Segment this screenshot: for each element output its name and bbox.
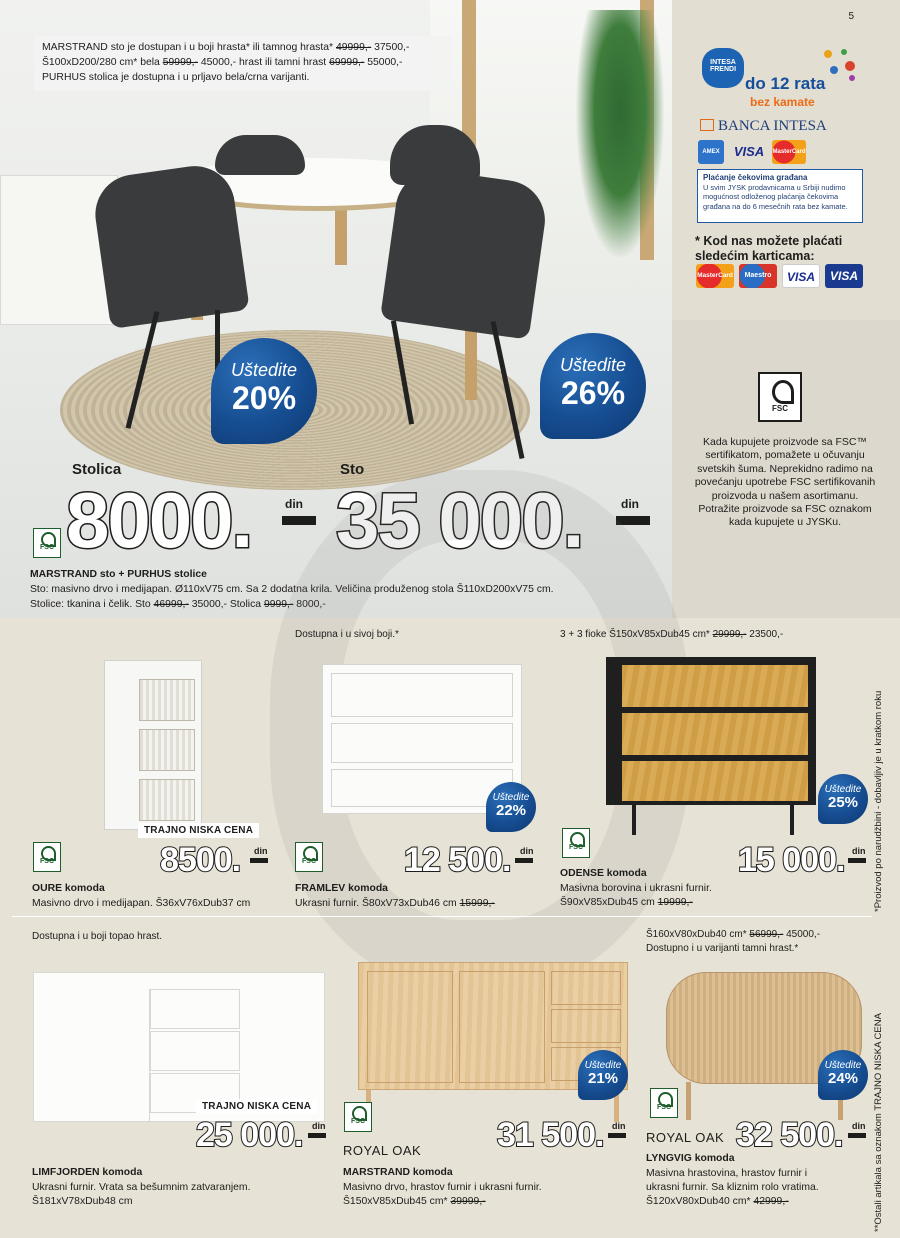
product-desc: Masivna hrastovina, hrastov furnir i: [646, 1168, 808, 1179]
old-price: 42999,-: [753, 1196, 789, 1207]
note-text: 45000,- hrast ili tamni hrast: [197, 57, 330, 68]
product-desc: [295, 897, 495, 911]
old-price: 49999,-: [335, 42, 372, 53]
chair-image: [380, 165, 550, 339]
hero-description: [30, 567, 553, 612]
fsc-icon: FSC: [650, 1088, 678, 1118]
variant-note: Dostupna i u boji topao hrast.: [32, 931, 163, 942]
note-line: [42, 55, 444, 70]
fsc-icon: FSC: [33, 528, 61, 558]
product-desc: [646, 1195, 789, 1209]
price-dash: [608, 1133, 626, 1138]
currency-label: din: [621, 497, 639, 511]
discount-badge: [578, 1050, 628, 1100]
fsc-icon: FSC: [295, 842, 323, 872]
door: [367, 971, 453, 1083]
fsc-logo-icon: FSC: [758, 372, 802, 422]
side-note: **Ostali artikala sa oznakom TRAJNO NISKA CENA: [873, 1013, 884, 1232]
product-title: ODENSE komoda: [560, 868, 647, 879]
amex-card-icon: AMEX: [698, 140, 724, 164]
badge-text: Uštedite: [230, 360, 298, 380]
permanent-low-price-tag: TRAJNO NISKA CENA: [138, 823, 259, 838]
discount-badge: [818, 1050, 868, 1100]
section-divider: [12, 916, 872, 917]
product-title: LYNGVIG komoda: [646, 1153, 735, 1164]
permanent-low-price-tag: TRAJNO NISKA CENA: [196, 1099, 317, 1114]
variant-note: Dostupna i u sivoj boji.*: [295, 629, 399, 640]
old-price: 69999,-: [329, 57, 365, 68]
chair-label: Stolica: [72, 461, 122, 478]
variant-note: Dostupno i u varijanti tamni hrast.*: [646, 943, 799, 954]
odense-price: 15 000.: [738, 841, 845, 879]
note-text: 55000,-: [364, 57, 403, 68]
table-price: 35 000.: [336, 476, 583, 564]
badge-text: Uštedite: [559, 355, 627, 375]
drawer: [622, 665, 808, 707]
chair-price: 8000.: [66, 476, 252, 564]
chair-image: [90, 161, 250, 329]
drawer: [150, 989, 240, 1029]
marstrand-price: 31 500.: [497, 1116, 604, 1154]
fsc-info-text: Kada kupujete proizvode sa FSC™ sertifikatom, pomažete u očuvanju svetskih šuma. Neprekidno radimo na povećanju upotrebe FSC sertifikovanih proizvoda u našem asortimanu. Potražite proizvode sa FSC oznakom kada kupujete u JYSKu.: [694, 436, 876, 529]
desc-text: Š120xV80xDub40 cm*: [646, 1196, 754, 1207]
cheque-text: U svim JYSK prodavnicama u Srbiji nudimo mogućnost odloženog plaćanja čekovima građana na do 6 mesečnih rata bez kamate.: [703, 182, 848, 211]
badge-percent: 21%: [587, 1070, 619, 1087]
product-desc: Sto: masivno drvo i medijapan. Ø110xV75 cm. Sa 2 dodatna krila. Veličina produženog stola Š110xD200xV75 cm.: [30, 584, 554, 595]
old-price: 29999,-: [712, 629, 747, 640]
old-price: 19999,-: [657, 897, 693, 908]
product-desc: Masivno drvo i medijapan. Š36xV76xDub37 cm: [32, 898, 251, 909]
product-desc: ukrasni furnir. Sa kliznim rolo vratima.: [646, 1182, 819, 1193]
cheque-info-box: [697, 169, 863, 223]
leg: [632, 805, 636, 835]
basket: [139, 679, 195, 721]
note-text: PURHUS stolica je dostupna i u prljavo bela/crna varijanti.: [42, 72, 310, 83]
product-title: MARSTRAND komoda: [343, 1167, 453, 1178]
product-desc: Masivno drvo, hrastov furnir i ukrasni furnir.: [343, 1182, 542, 1193]
currency-label: din: [254, 846, 268, 856]
visa-card-icon: VISA: [782, 264, 820, 288]
currency-label: din: [852, 1121, 866, 1131]
product-desc: Š181xV78xDub48 cm: [32, 1196, 133, 1207]
table-label: Sto: [340, 461, 365, 478]
product-title: OURE komoda: [32, 883, 105, 894]
desc-text: 35000,- Stolica: [188, 599, 264, 610]
currency-label: din: [852, 846, 866, 856]
discount-badge: [211, 338, 317, 444]
chair-image: [215, 135, 305, 175]
drawer: [331, 723, 513, 763]
note-text: MARSTRAND sto je dostupan i u boji hrasta* ili tamnog hrasta*: [42, 42, 336, 53]
drawer: [622, 713, 808, 755]
old-price: 59999,-: [162, 57, 198, 68]
oure-image: [104, 660, 202, 830]
product-desc: [30, 597, 553, 612]
badge-percent: 25%: [827, 794, 859, 811]
visa-electron-card-icon: VISA: [825, 264, 863, 288]
leg: [686, 1082, 691, 1120]
product-desc: [343, 1195, 486, 1209]
currency-label: din: [612, 1121, 626, 1131]
basket: [139, 779, 195, 821]
old-price: 46999,-: [153, 599, 189, 610]
desc-text: 8000,-: [293, 599, 326, 610]
old-price: 9999,-: [263, 599, 294, 610]
note-line: [42, 70, 444, 85]
product-title: LIMFJORDEN komoda: [32, 1167, 143, 1178]
confetti-icon: [820, 44, 860, 84]
desc-text: Ukrasni furnir. Š80xV73xDub46 cm: [295, 898, 460, 909]
door: [459, 971, 545, 1083]
intesa-frendi-logo: INTESA FRENDI: [702, 48, 744, 88]
no-interest-text: bez kamate: [750, 95, 815, 109]
framlev-price: 12 500.: [404, 841, 511, 879]
price-dash: [848, 1133, 866, 1138]
bank-mark-icon: [700, 119, 714, 131]
badge-percent: 26%: [560, 375, 626, 411]
product-title: MARSTRAND sto + PURHUS stolice: [30, 569, 207, 580]
drawer: [331, 673, 513, 717]
desc-text: Stolice: tkanina i čelik. Sto: [30, 599, 154, 610]
fsc-icon: FSC: [562, 828, 590, 858]
maestro-card-icon: Maestro: [739, 264, 777, 288]
badge-percent: 24%: [827, 1070, 859, 1087]
note-text: Š160xV80xDub40 cm*: [646, 929, 750, 940]
price-dash: [848, 858, 866, 863]
discount-badge: [540, 333, 646, 439]
royal-oak-logo: ROYAL OAK: [646, 1130, 725, 1145]
mastercard-icon: MasterCard: [696, 264, 734, 288]
old-price: 15999,-: [459, 898, 495, 909]
page-number: 5: [848, 11, 854, 22]
currency-label: din: [520, 846, 534, 856]
drawer: [150, 1031, 240, 1071]
badge-text: Uštedite: [584, 1060, 622, 1071]
fsc-icon: FSC: [344, 1102, 372, 1132]
hero-section: [0, 0, 672, 618]
price-dash: [282, 516, 316, 525]
badge-text: Uštedite: [492, 792, 530, 803]
price-dash: [250, 858, 268, 863]
lyngvig-price: 32 500.: [736, 1116, 843, 1154]
installments-text: do 12 rata: [745, 74, 826, 93]
door: [34, 989, 150, 1121]
royal-oak-logo: ROYAL OAK: [343, 1143, 422, 1158]
old-price: 39999,-: [450, 1196, 486, 1207]
drawer: [551, 1009, 621, 1043]
variant-note: [34, 36, 452, 91]
currency-label: din: [285, 497, 303, 511]
currency-label: din: [312, 1121, 326, 1131]
cheque-title: Plaćanje čekovima građana: [703, 173, 808, 182]
visa-card-icon: VISA: [733, 144, 765, 159]
product-title: FRAMLEV komoda: [295, 883, 388, 894]
badge-percent: 22%: [495, 802, 527, 819]
price-dash: [515, 858, 533, 863]
side-note: *Proizvod po narudžbini - dobavljiv je u kratkom roku: [873, 690, 884, 912]
basket: [139, 729, 195, 771]
discount-badge: [486, 782, 536, 832]
desc-text: Š150xV85xDub45 cm*: [343, 1196, 451, 1207]
price-dash: [616, 516, 650, 525]
cards-heading: * Kod nas možete plaćati sledećim karticama:: [695, 234, 843, 263]
plant-image: [575, 10, 665, 260]
note-text: 45000,-: [783, 929, 821, 940]
drawer: [551, 971, 621, 1005]
note-text: 37500,-: [371, 42, 410, 53]
price-dash: [308, 1133, 326, 1138]
bank-logo: [700, 118, 827, 135]
bank-name: BANCA INTESA: [718, 118, 827, 134]
odense-image: [606, 657, 816, 805]
fsc-icon: FSC: [33, 842, 61, 872]
note-text: 23500,-: [746, 629, 784, 640]
note-text: 3 + 3 fioke Š150xV85xDub45 cm*: [560, 629, 713, 640]
leg: [790, 805, 794, 835]
product-desc: Masivna borovina i ukrasni furnir.: [560, 883, 712, 894]
discount-badge: [818, 774, 868, 824]
old-price: 56999,-: [749, 929, 784, 940]
product-desc: Ukrasni furnir. Vrata sa bešumnim zatvaranjem.: [32, 1182, 251, 1193]
note-line: [42, 40, 444, 55]
note-text: Š100xD200/280 cm* bela: [42, 57, 163, 68]
table-leg: [335, 205, 347, 265]
desc-text: Š90xV85xDub45 cm: [560, 897, 658, 908]
product-desc: [560, 896, 693, 910]
drawer: [622, 761, 808, 801]
oure-price: 8500.: [160, 841, 241, 879]
badge-text: Uštedite: [824, 784, 862, 795]
variant-note: [560, 628, 783, 641]
badge-percent: 20%: [231, 380, 297, 416]
mastercard-icon: MasterCard: [772, 140, 806, 164]
limfjorden-price: 25 000.: [196, 1116, 303, 1154]
variant-note: [646, 928, 820, 941]
badge-text: Uštedite: [824, 1060, 862, 1071]
